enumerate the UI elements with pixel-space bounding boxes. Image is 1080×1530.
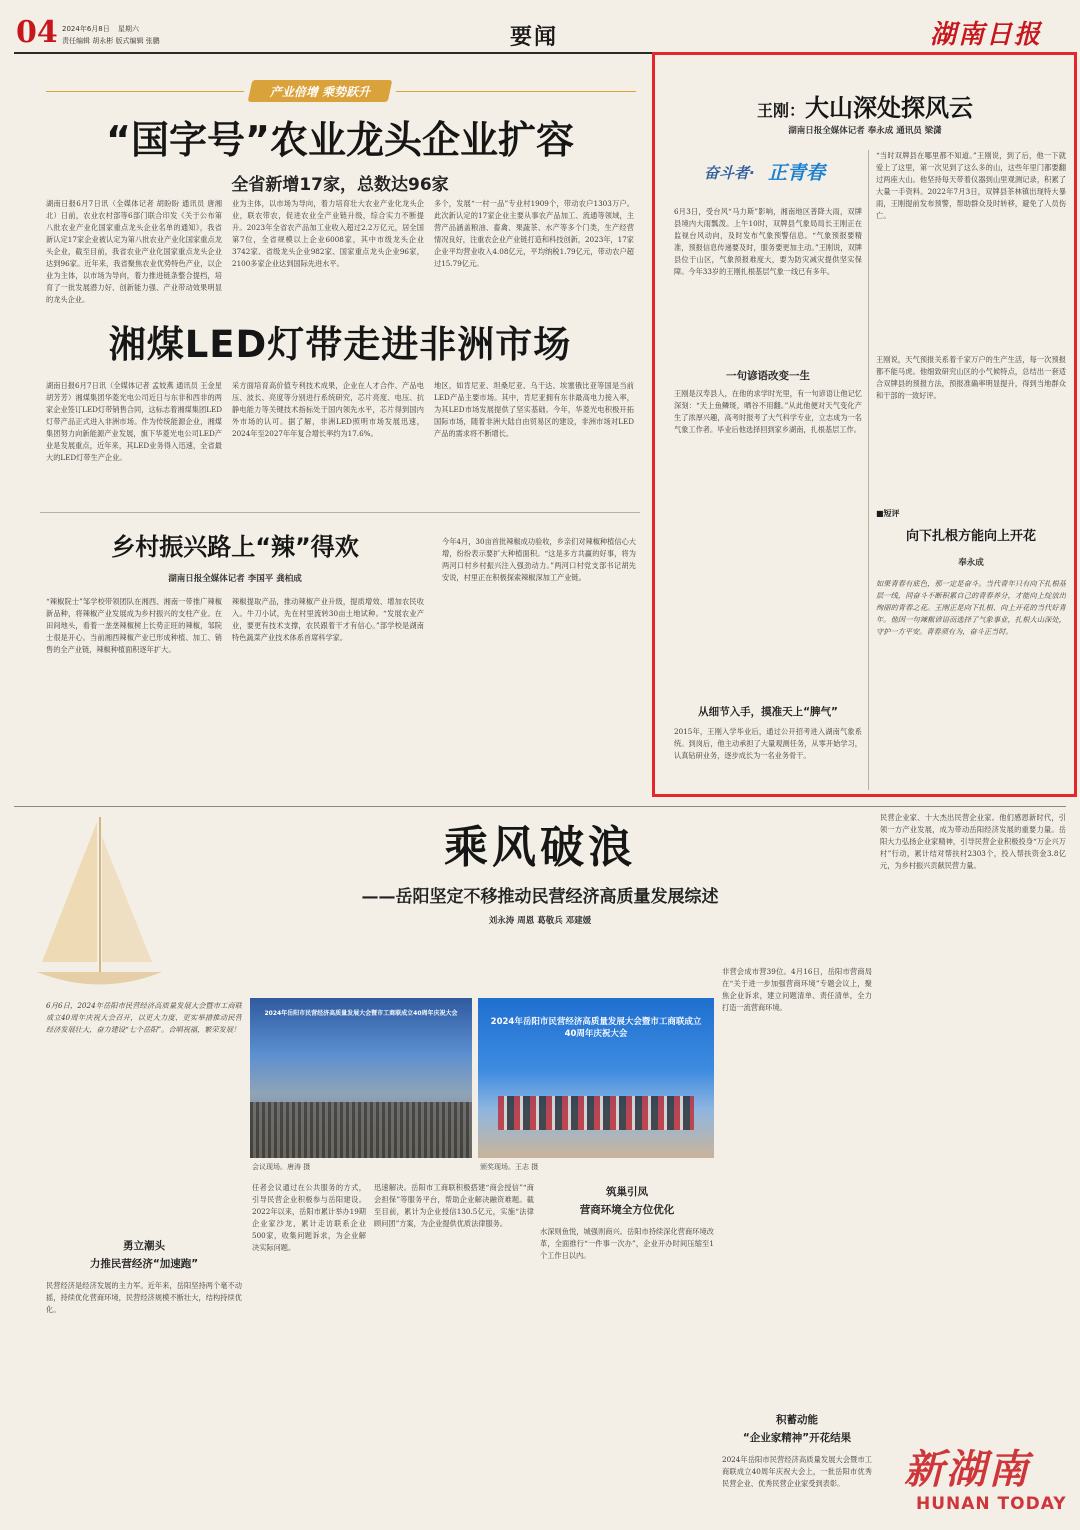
headline-led: 湘煤LED灯带走进非洲市场 <box>108 323 572 366</box>
yueyang-subhead-b: 筑巢引凤 <box>606 1186 648 1198</box>
headline-agri: “国字号”农业龙头企业扩容 <box>106 118 574 162</box>
story-pepper-col3: 今年4月，30亩首批辣椒成功验收，乡亲们对辣椒种植信心大增，纷纷表示要扩大种植面积。“这是多方共赢的好事，将为两河口村乡村振兴注入强劲动力。”两河口村党支部书记胡先安说，村里正在积极探索辣椒深加工产业链。 <box>442 537 636 582</box>
feature-sub1-text: 王刚是汉寿县人，在他的求学时光里，有一句谚语让他记忆深刻：“天上鱼鳞斑，晒谷不用翻。”从此他便对天气变化产生了浓厚兴趣，高考时报考了大气科学专业，立志成为一名气象工作者。毕业后他选择回到家乡湖南，扎根基层工作。 <box>674 389 862 434</box>
badge-text-b: 正青春 <box>768 162 826 184</box>
feature-title-prefix: 王刚： <box>756 101 805 120</box>
masthead <box>0 0 1080 50</box>
story-led-col2: 采方面培育高价值专利技术成果，企业在人才合作、产品电压、波长、亮度等分别进行系统研究，芯片亮度、电压、抗静电能力等关键技术指标处于国内领先水平，芯片得到国内外市场的认可。据了解，非洲LED照明市场发展迅速，2024年至2027年年复合增长率约为17.6%。 <box>232 381 424 438</box>
commentary-title: 向下扎根方能向上开花 <box>905 529 1036 544</box>
yueyang-subhead-c2: “企业家精神”开花结果 <box>742 1432 852 1444</box>
feature-title-main: 大山深处探风云 <box>805 94 973 122</box>
feature-col1: 6月3日，受台风“马力斯”影响，湘南地区普降大雨，双牌县境内大雨瓢泼。上午10时，双牌县气象局局长王刚正在监视台风动向，及时发布气象预警信息。“气象预报要精准，预报信息传递要及时，服务要更加主动。”王刚说，双牌县位于山区，气象预报难度大，要为防灾减灾提供坚实保障。今年33岁的王刚扎根基层气象一线已有多年。 <box>674 207 862 276</box>
watermark-en: HUNAN TODAY <box>916 1494 1067 1514</box>
story-led-col3: 地区，如肯尼亚、坦桑尼亚、乌干达、埃塞俄比亚等国是当前LED产品主要市场。其中，肯尼亚拥有东非最高电力接入率，为其LED市场发展提供了坚实基础。今年，华菱光电积极开拓国际市场，随着非洲大陆自由贸易区的建设，非洲市场对LED产品的需求将不断增长。 <box>434 381 634 438</box>
headline-pepper: 乡村振兴路上“辣”得欢 <box>111 533 359 561</box>
yueyang-col-a: 任者会议通过在公共服务的方式，引导民营企业积极参与岳阳建设。2022年以来，岳阳市累计举办19期企业家沙龙，累计走访联系企业500家，收集问题诉求，为企业解决实际问题。 <box>252 1183 366 1252</box>
yueyang-sub-c-text: 2024年岳阳市民营经济高质量发展大会暨市工商联成立40周年庆祝大会上，一批岳阳市优秀民营企业、优秀民营企业家受到表彰。 <box>722 1455 872 1488</box>
story-pepper-col1: “辣椒院士”邹学校带领团队在湘西、湘南一带推广辣椒新品种，将辣椒产业发展成为乡村振兴的支柱产业。在田间地头，看着一垄垄辣椒树上长势正旺的辣椒，邹院士很是开心。当前湘西辣椒产业已形成种植、加工、销售的全产业链，辣椒种植面积逐年扩大。 <box>46 597 222 654</box>
byline-pepper: 湖南日报全媒体记者 李国平 龚柏成 <box>168 574 302 584</box>
byline-yueyang: 刘永涛 周恩 葛敬兵 邓建媛 <box>488 916 592 926</box>
subhead-yueyang: ——岳阳坚定不移推动民营经济高质量发展综述 <box>361 887 719 907</box>
feature-title <box>660 88 1070 123</box>
editors-line: 责任编辑 胡永彬 版式编辑 张鹏 <box>62 37 160 45</box>
feature-sub2-text: 2015年，王刚入学毕业后，通过公开招考进入湖南气象系统。到岗后，他主动承担了大量观测任务，从零开始学习，认真钻研业务，逐步成长为一名业务骨干。 <box>674 727 862 760</box>
story-agri-col2: 业为主体，以市场为导向，着力培育壮大农业产业化龙头企业，联农带农，促进农业全产业链升级，综合实力不断提升。2023年全省农产品加工业收入超过2.2万亿元，居全国第7位，全省规模以上企业6008家，其中市级龙头企业3742家、省级龙头企业982家、国家重点龙头企业96家，2100多家企业达到国际先进水平。 <box>232 199 424 268</box>
feature-col-divider <box>868 150 869 790</box>
yueyang-subhead-b2: 营商环境全方位优化 <box>579 1204 675 1216</box>
yueyang-sub-b-text: 水深则鱼悦，城强则商兴。岳阳市持续深化营商环境改革，全面推行“一件事一次办”，企业开办时间压缩至1个工作日以内。 <box>540 1227 714 1260</box>
subhead-agri: 全省新增17家，总数达96家 <box>231 175 449 195</box>
feature-subhead-2: 从细节入手，摸准天上“脾气” <box>698 706 838 718</box>
kicker-rule-left <box>46 91 244 92</box>
issue-weekday: 星期六 <box>118 25 139 33</box>
photo-conference-hall <box>250 998 472 1158</box>
photo2-people <box>498 1096 694 1130</box>
divider-bottom-section <box>14 806 1066 807</box>
photo1-banner: 2024年岳阳市民营经济高质量发展大会暨市工商联成立40周年庆祝大会 <box>264 1010 458 1017</box>
photo2-banner: 2024年岳阳市民营经济高质量发展大会暨市工商联成立40周年庆祝大会 <box>490 1017 702 1039</box>
photo2-caption: 颁奖现场。王志 摄 <box>480 1163 539 1171</box>
yueyang-subhead-a2: 力推民营经济“加速跑” <box>89 1258 199 1270</box>
headline-yueyang: 乘风破浪 <box>444 822 636 873</box>
yueyang-lead: 6月6日，2024年岳阳市民营经济高质量发展大会暨市工商联成立40周年庆祝大会召开，以更大力度、更实举措推动民营经济发展壮大，奋力建设“七个岳阳”。合唱祝福，繁荣发展！ <box>46 1001 242 1034</box>
commentary-tag: ■短评 <box>876 509 900 518</box>
badge-text-a: 奋斗者· <box>704 164 755 182</box>
photo-award-stage <box>478 998 714 1158</box>
feature-col2: “当时双牌县在哪里都不知道。”王刚说，到了后，他一下就爱上了这里，第一次见到了这么多的山，这些年里门都要翻过两座大山。他坚持每天带着仪器到山里观测记录，积累了大量一手资料。2022年7月3日，双牌县茶林镇出现特大暴雨，王刚提前发布预警，帮助群众及时转移，避免了人员伤亡。 <box>876 151 1066 220</box>
feature-col2b: 王刚说，天气预报关系着千家万户的生产生活，每一次预报都不能马虎。他细致研究山区的小气候特点，总结出一套适合双牌县的预报方法，预报准确率明显提升，得到当地群众和干部的一致好评。 <box>876 355 1066 400</box>
sailboat-graphic <box>22 812 172 1012</box>
kicker-rule-right <box>396 91 636 92</box>
photo1-caption: 会议现场。唐涛 摄 <box>252 1163 311 1171</box>
feature-byline: 湖南日报全媒体记者 奉永成 通讯员 梁潇 <box>788 126 942 136</box>
feature-subhead-1: 一句谚语改变一生 <box>726 370 810 382</box>
section-title: 要闻 <box>510 25 559 50</box>
page-number: 04 <box>16 15 58 50</box>
photo1-audience <box>250 1102 472 1158</box>
commentary-byline: 奉永成 <box>958 558 984 568</box>
story-agri-col3: 多个，发展“一村一品”专业村1909个，带动农户1303万户。此次新认定的17家企业主要从事农产品加工、流通等领域，主营产品涵盖粮油、畜禽、果蔬茶、水产等多个门类，生产经营情况良好，注重农企业产业链打造和科技创新，2023年，17家企业平均营业收入4.08亿元，平均纳税1.79亿元，带动农户超过15.79亿元。 <box>434 199 634 268</box>
yueyang-col-b: 迅速解决。岳阳市工商联积极搭建“商会授信”“商会担保”等服务平台，帮助企业解决融资难题。截至目前，累计为企业授信130.5亿元，实施“法律顾问团”方案，为企业提供优质法律服务。 <box>374 1183 534 1228</box>
watermark-cn: 新湖南 <box>904 1447 1030 1493</box>
yueyang-col-d: 民营企业家、十大杰出民营企业家。他们感恩新时代，引领一方产业发展，成为带动岳阳经济发展的重要力量。岳阳大力弘扬企业家精神，引导民营企业积极投身“万企兴万村”行动，累计结对帮扶村2303个，投入帮扶资金3.8亿元，为乡村振兴贡献民营力量。 <box>880 813 1066 870</box>
kicker-text: 产业倍增 乘势跃升 <box>269 85 371 99</box>
issue-date: 2024年6月8日 <box>62 25 110 33</box>
story-led-col1: 湖南日报6月7日讯（全媒体记者 孟姣燕 通讯员 王金星 胡芳芳）湘煤集团华菱光电公司近日与东非和西非的两家企业签订LED灯带销售合同，这标志着湘煤集团LED灯带产品正式进入非洲市场。作为传统能源企业，湘煤集团努力向新能源产业发展，旗下华菱光电公司LED产业是发展重点，近年来，其LED业务得入迅速，全省最大的LED灯带生产企业。 <box>46 381 222 462</box>
brand-watermark <box>890 1438 1070 1526</box>
yueyang-subhead-c: 积蓄动能 <box>776 1414 818 1426</box>
yueyang-sub-a-text: 民营经济是经济发展的主力军。近年来，岳阳坚持两个毫不动摇，持续优化营商环境，民营经济规模不断壮大，结构持续优化。 <box>46 1281 242 1314</box>
column-badge <box>704 150 834 190</box>
story-pepper-col2: 辣椒提取产品，推动辣椒产业升级，提质增效、增加农民收入。牛刀小试，先在村里流转30亩土地试种。“发展农业产业，要更有技术支撑，农民跟着干才有信心。”部学校是湖南特色蔬菜产业技术体系首席科学家。 <box>232 597 424 642</box>
commentary-text: 如果青春有底色，那一定是奋斗。当代青年只有向下扎根基层一线，同奋斗不断积累自己的青春养分，才能向上绽放出绚丽的青春之花。王刚正是向下扎根、向上开花的当代好青年。他因一句辣椒谚语而选择了气象事业，扎根大山深处，守护一方平安。青春须有为，奋斗正当时。 <box>876 579 1066 636</box>
newspaper-logo: 湖南日报 <box>930 20 1043 50</box>
story-agri-col1: 湖南日报6月7日讯（全媒体记者 胡盼盼 通讯员 唐湘北）日前，农业农村部等6部门联合印发《关于公布第八批农业产业化国家重点龙头企业名单的通知》，我省新认定17家企业被认定为第八批农业产业化国家重点龙头企业，截至目前，我省农业产业化国家重点龙头企业达到96家。近年来，我省聚焦农业优势特色产业，以企业为主体，以市场为导向，着力推进链条整合提档，培育了一批发展潜力好、创新能力强、产业带动效果明显的龙头企业。 <box>46 199 222 304</box>
yueyang-subhead-a: 勇立潮头 <box>123 1240 165 1252</box>
yueyang-col-c: 非营会成市营39位。4月16日，岳阳市营商局在“关于进一步加强营商环境”专题会议上，聚焦企业诉求，建立问题清单、责任清单，全力打造一流营商环境。 <box>722 967 872 1012</box>
divider-left-mid <box>40 512 640 513</box>
